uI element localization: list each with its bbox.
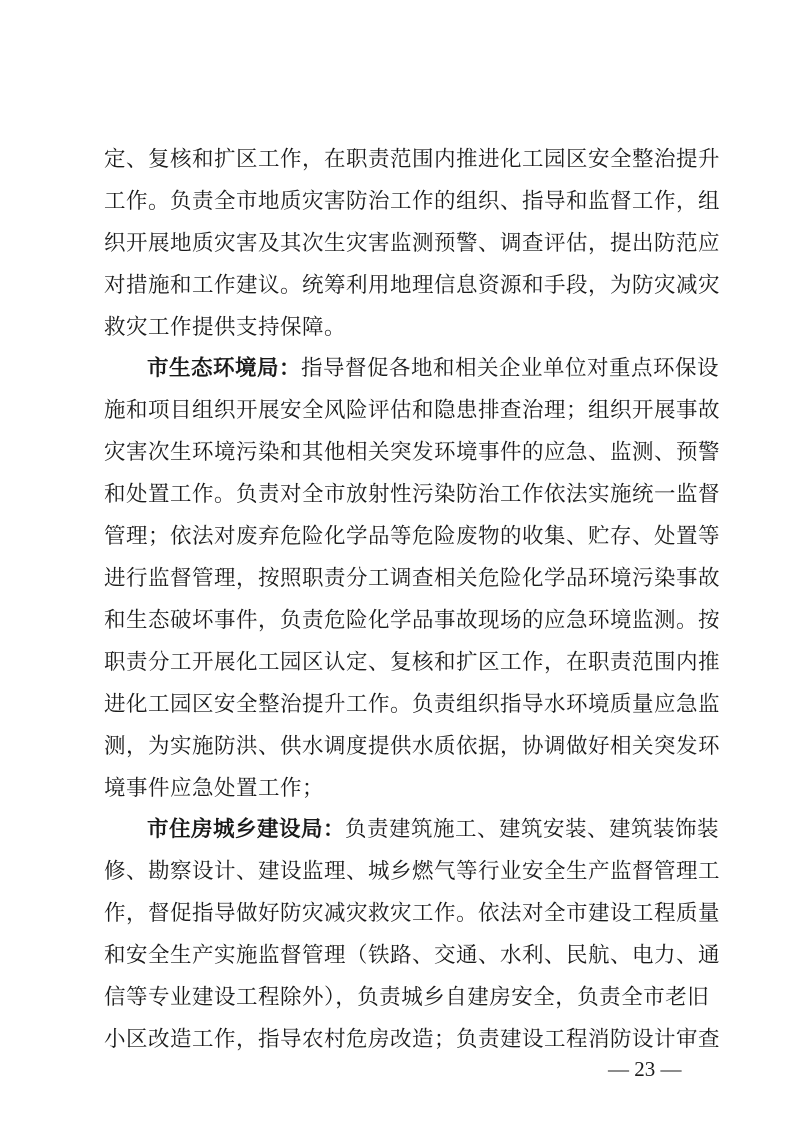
text-line: 测，为实施防洪、供水调度提供水质依据，协调做好相关突发环 xyxy=(104,734,721,759)
text-line: 救灾工作提供支持保障。 xyxy=(104,315,347,340)
text-line: 灾害次生环境污染和其他相关突发环境事件的应急、监测、预警 xyxy=(104,440,721,465)
page-number: — 23 — xyxy=(608,1057,682,1081)
text-run: 指导督促各地和相关企业单位对重点环保设 xyxy=(301,356,720,381)
text-line: 信等专业建设工程除外），负责城乡自建房安全，负责全市老旧 xyxy=(104,985,710,1010)
text-line: 进化工园区安全整治提升工作。负责组织指导水环境质量应急监 xyxy=(104,692,721,717)
text-line: 对措施和工作建议。统筹利用地理信息资源和手段，为防灾减灾 xyxy=(104,273,721,298)
text-line: 进行监督管理，按照职责分工调查相关危险化学品环境污染事故 xyxy=(104,566,721,591)
text-line: 和生态破坏事件，负责危险化学品事故现场的应急环境监测。按 xyxy=(104,608,721,633)
text-line: 境事件应急处置工作； xyxy=(104,776,325,801)
text-line: 施和项目组织开展安全风险评估和隐患排查治理；组织开展事故 xyxy=(104,398,721,423)
text-run: 负责建筑施工、建筑安装、建筑装饰装 xyxy=(345,817,720,842)
text-line: 工作。负责全市地质灾害防治工作的组织、指导和监督工作，组 xyxy=(104,189,721,214)
text-line: 和安全生产实施监督管理（铁路、交通、水利、民航、电力、通 xyxy=(104,943,721,968)
paragraph-heading: 市生态环境局： xyxy=(147,356,302,381)
paragraph-heading: 市住房城乡建设局： xyxy=(147,817,346,842)
text-line: 小区改造工作，指导农村危房改造；负责建设工程消防设计审查 xyxy=(104,1027,721,1052)
paragraph-first-line xyxy=(147,351,720,387)
text-line: 定、复核和扩区工作，在职责范围内推进化工园区安全整治提升 xyxy=(104,147,721,172)
text-line: 作，督促指导做好防灾减灾救灾工作。依法对全市建设工程质量 xyxy=(104,901,721,926)
text-line: 修、勘察设计、建设监理、城乡燃气等行业安全生产监督管理工 xyxy=(104,859,721,884)
paragraph-first-line xyxy=(147,812,720,848)
text-line: 和处置工作。负责对全市放射性污染防治工作依法实施统一监督 xyxy=(104,482,721,507)
text-line: 职责分工开展化工园区认定、复核和扩区工作，在职责范围内推 xyxy=(104,650,721,675)
text-line: 织开展地质灾害及其次生灾害监测预警、调查评估，提出防范应 xyxy=(104,231,721,256)
text-line: 管理；依法对废弃危险化学品等危险废物的收集、贮存、处置等 xyxy=(104,524,721,549)
